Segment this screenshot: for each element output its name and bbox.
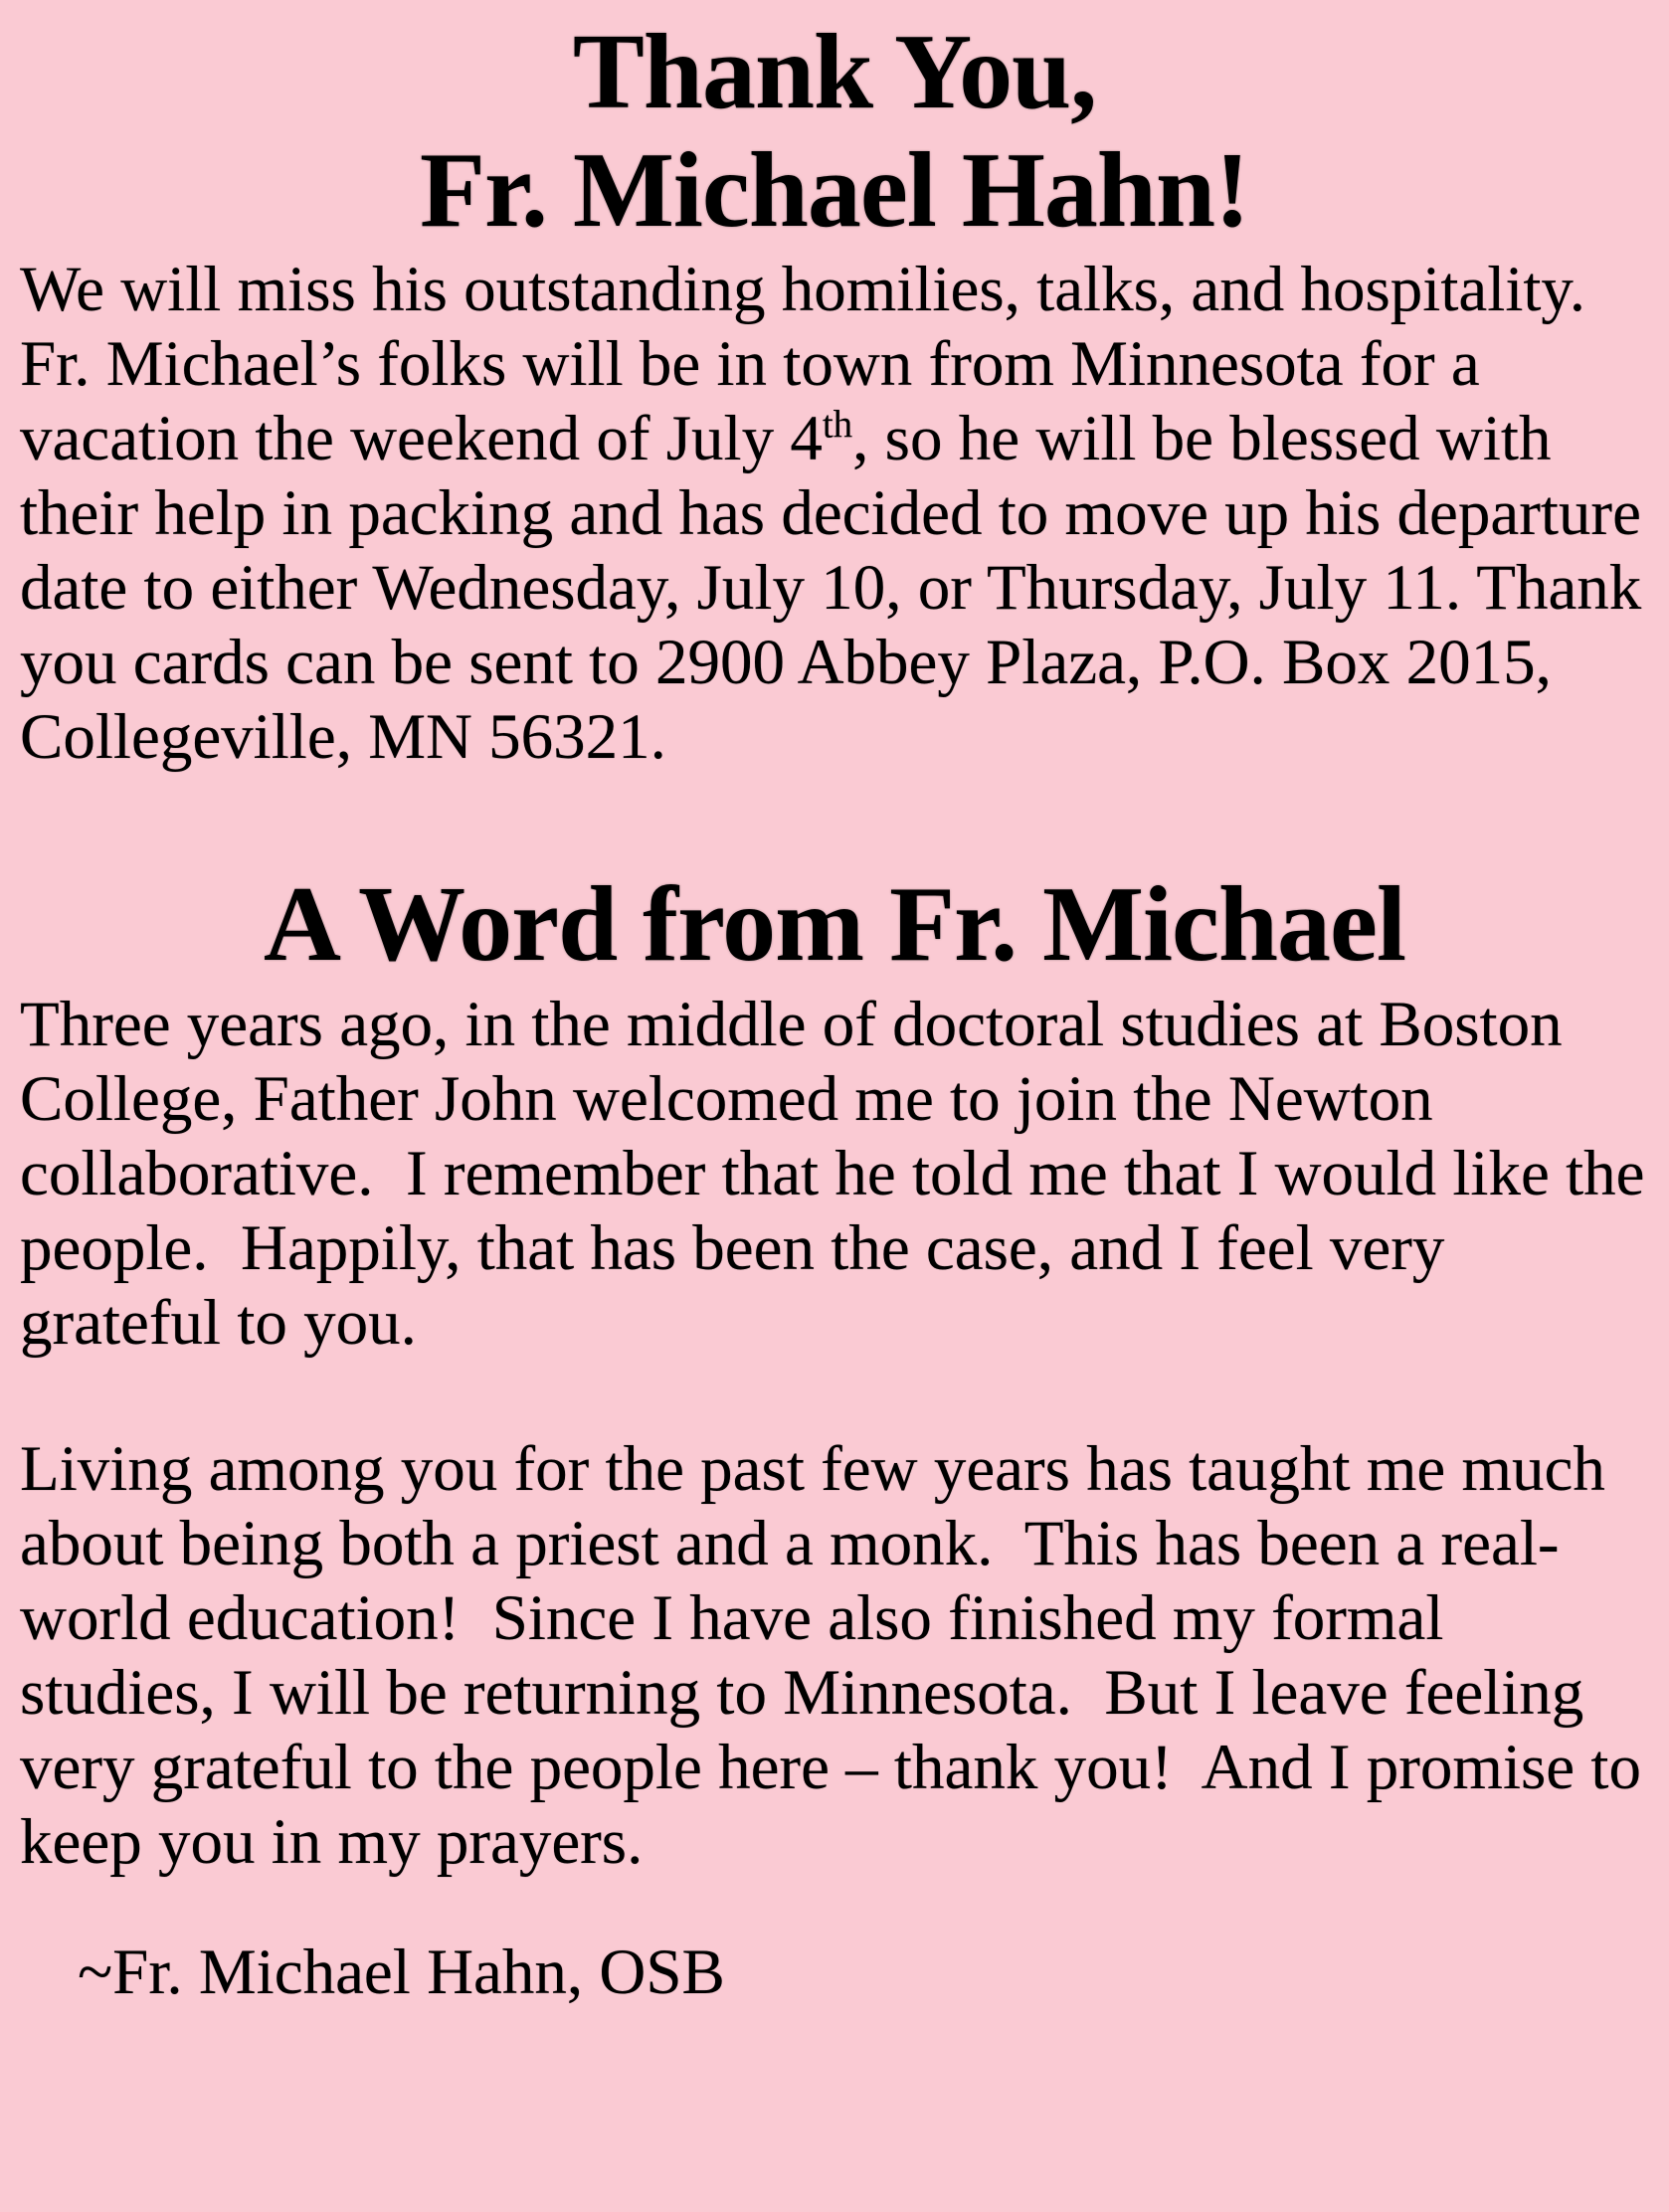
paragraph-announcement-text-before-superscript: We will miss his outstanding homilies, talks, and hospitality. Fr. Michael’s folks will be in town from Minnesota for a vacation the weekend of July 4 [20, 253, 1602, 474]
section-heading-word-from-fr-michael: A Word from Fr. Michael [264, 864, 1405, 984]
paragraph-living-among-you: Living among you for the past few years has taught me much about being both a priest and a monk. This has been a real-world education! Since I have also finished my formal studies, I will be returning to Minnesota. But I leave feeling very grateful to the people here – thank you! And I promise to keep you in my prayers. [20, 1433, 1658, 1879]
signature-line: ~Fr. Michael Hahn, OSB [78, 1936, 725, 2009]
page-title-line1: Thank You, [572, 13, 1097, 131]
paragraph-three-years-ago: Three years ago, in the middle of doctoral studies at Boston College, Father John welcomed me to join the Newton collaborative. I remember that he told me that I would like the people. Happily, that has been the case, and I feel very grateful to you. [20, 989, 1661, 1360]
paragraph-announcement-text-after-superscript: , so he will be blessed with their help in packing and has decided to move up his departure date to either Wednesday, July 10, or Thursday, July 11. Thank you cards can be sent to 2900 Abbey Plaza, P.O. Box 2015, Collegeville, MN 56321. [20, 402, 1658, 773]
page-title-line2: Fr. Michael Hahn! [420, 130, 1249, 250]
ordinal-superscript: th [822, 402, 853, 446]
page-title [20, 14, 1649, 251]
paragraph-announcement [20, 253, 1658, 775]
